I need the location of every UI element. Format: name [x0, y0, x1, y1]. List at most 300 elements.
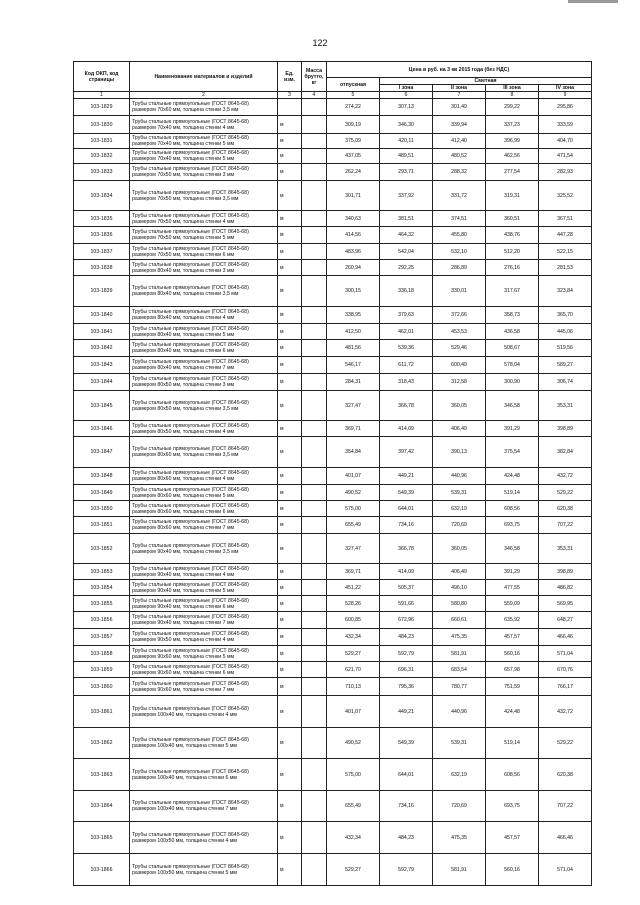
row-name-line-1: Трубы стальные прямоугольные (ГОСТ 8645-68)	[132, 285, 249, 291]
row-zone-1-price: 464,32	[380, 227, 433, 244]
row-release-price: 412,50	[327, 324, 380, 340]
row-name-line-1: Трубы стальные прямоугольные (ГОСТ 8645-68)	[132, 399, 249, 406]
row-zone-3-price: 477,55	[486, 580, 539, 596]
table-row	[74, 612, 592, 629]
row-zone-4-price: 398,89	[539, 421, 592, 437]
row-name	[130, 340, 278, 357]
row-code: 103-1856	[74, 612, 130, 629]
row-zone-2-price: 412,40	[433, 134, 486, 149]
table-row	[74, 646, 592, 662]
row-zone-3-price: 608,56	[486, 501, 539, 517]
row-unit: м	[278, 307, 302, 324]
row-name-line-2: размером 80х60 мм, толщина стенки 7 мм	[132, 525, 235, 531]
row-name-line-2: размером 70х40 мм, толщина стенки 5 мм	[132, 156, 235, 162]
table-row	[74, 421, 592, 437]
row-zone-3-price: 635,92	[486, 612, 539, 629]
row-mass	[302, 696, 327, 728]
row-zone-1-price: 420,11	[380, 134, 433, 149]
row-name-line-1: Трубы стальные прямоугольные (ГОСТ 8645-68)	[132, 376, 249, 382]
row-zone-2-price: 496,10	[433, 580, 486, 596]
column-number: 7	[433, 92, 486, 99]
row-zone-3-price: 346,58	[486, 391, 539, 421]
table-row	[74, 580, 592, 596]
row-unit: м	[278, 791, 302, 822]
row-code: 103-1858	[74, 646, 130, 662]
row-name-line-1: Трубы стальные прямоугольные (ГОСТ 8645-68)	[132, 470, 249, 476]
row-unit: м	[278, 391, 302, 421]
row-name-line-2: размером 70х50 мм, толщина стенки 5 мм	[132, 235, 235, 241]
row-name	[130, 149, 278, 164]
row-zone-3-price: 462,56	[486, 149, 539, 164]
column-number: 3	[278, 92, 302, 99]
row-code: 103-1833	[74, 164, 130, 181]
row-zone-4-price: 707,22	[539, 517, 592, 534]
row-unit: м	[278, 822, 302, 854]
row-code: 103-1831	[74, 134, 130, 149]
row-zone-1-price: 462,01	[380, 324, 433, 340]
row-name-line-2: размером 100х40 мм, толщина стенки 4 мм	[132, 711, 237, 718]
row-zone-2-price: 331,72	[433, 181, 486, 211]
row-zone-4-price: 466,46	[539, 822, 592, 854]
row-mass	[302, 164, 327, 181]
row-name-line-1: Трубы стальные прямоугольные (ГОСТ 8645-68)	[132, 309, 249, 315]
row-zone-3-price: 560,16	[486, 646, 539, 662]
row-code: 103-1862	[74, 728, 130, 759]
row-zone-2-price: 581,91	[433, 646, 486, 662]
row-code: 103-1848	[74, 468, 130, 485]
row-mass	[302, 324, 327, 340]
row-name	[130, 517, 278, 534]
row-zone-3-price: 438,76	[486, 227, 539, 244]
row-mass	[302, 374, 327, 391]
table-row	[74, 391, 592, 421]
row-mass	[302, 276, 327, 307]
row-zone-3-price: 319,31	[486, 181, 539, 211]
table-row	[74, 759, 592, 791]
row-name-line-1: Трубы стальные прямоугольные (ГОСТ 8645-68)	[132, 229, 249, 235]
row-zone-4-price: 432,72	[539, 468, 592, 485]
row-release-price: 401,07	[327, 468, 380, 485]
table-row	[74, 517, 592, 534]
row-name	[130, 260, 278, 276]
header-estimate: Сметная	[380, 78, 592, 85]
row-zone-3-price: 693,75	[486, 791, 539, 822]
row-code: 103-1859	[74, 662, 130, 678]
row-code: 103-1837	[74, 244, 130, 260]
column-number: 9	[539, 92, 592, 99]
row-name-line-2: размером 70х50 мм, толщина стенки 3,5 мм	[132, 195, 239, 202]
row-mass	[302, 629, 327, 646]
row-name-line-2: размером 90х40 мм, толщина стенки 4 мм	[132, 571, 235, 578]
row-mass	[302, 580, 327, 596]
header-zone-4: IV зона	[539, 85, 592, 92]
row-name-line-2: размером 70х50 мм, толщина стенки 6 мм	[132, 251, 235, 258]
row-zone-4-price: 707,22	[539, 791, 592, 822]
row-unit: м	[278, 534, 302, 564]
row-name-line-2: размером 90х40 мм, толщина стенки 3,5 мм	[132, 548, 239, 555]
row-mass	[302, 99, 327, 116]
row-code: 103-1843	[74, 357, 130, 374]
row-release-price: 301,71	[327, 181, 380, 211]
table-row	[74, 822, 592, 854]
row-name-line-2: размером 70х60 мм, толщина стенки 3,5 мм	[132, 107, 239, 113]
row-zone-4-price: 353,31	[539, 391, 592, 421]
table-row	[74, 149, 592, 164]
row-name-line-1: Трубы стальные прямоугольные (ГОСТ 8645-68)	[132, 446, 249, 452]
row-zone-1-price: 366,78	[380, 391, 433, 421]
row-mass	[302, 596, 327, 612]
row-zone-3-price: 391,29	[486, 564, 539, 580]
row-zone-2-price: 360,05	[433, 534, 486, 564]
row-zone-1-price: 414,09	[380, 564, 433, 580]
row-release-price: 655,49	[327, 791, 380, 822]
row-name-line-1: Трубы стальные прямоугольные (ГОСТ 8645-68)	[132, 768, 249, 775]
row-name-line-1: Трубы стальные прямоугольные (ГОСТ 8645-68)	[132, 212, 249, 219]
row-release-price: 710,13	[327, 678, 380, 696]
row-zone-4-price: 432,72	[539, 696, 592, 728]
row-code: 103-1846	[74, 421, 130, 437]
row-zone-4-price: 766,17	[539, 678, 592, 696]
row-zone-3-price: 299,22	[486, 99, 539, 116]
row-zone-3-price: 657,98	[486, 662, 539, 678]
table-row	[74, 324, 592, 340]
row-code: 103-1836	[74, 227, 130, 244]
row-name	[130, 728, 278, 759]
row-zone-4-price: 325,52	[539, 181, 592, 211]
row-zone-1-price: 734,16	[380, 791, 433, 822]
row-zone-2-price: 632,19	[433, 759, 486, 791]
row-zone-1-price: 795,36	[380, 678, 433, 696]
row-name	[130, 244, 278, 260]
row-mass	[302, 134, 327, 149]
row-zone-3-price: 317,67	[486, 276, 539, 307]
row-zone-2-price: 720,69	[433, 517, 486, 534]
row-zone-1-price: 591,66	[380, 596, 433, 612]
row-unit: м	[278, 244, 302, 260]
table-row	[74, 854, 592, 886]
row-name-line-1: Трубы стальные прямоугольные (ГОСТ 8645-68)	[132, 325, 249, 332]
row-name	[130, 421, 278, 437]
row-zone-3-price: 277,54	[486, 164, 539, 181]
row-zone-2-price: 475,35	[433, 822, 486, 854]
row-zone-2-price: 406,49	[433, 421, 486, 437]
row-zone-3-price: 512,20	[486, 244, 539, 260]
table-row	[74, 696, 592, 728]
row-name-line-2: размером 100х40 мм, толщина стенки 7 мм	[132, 806, 237, 812]
row-zone-4-price: 571,04	[539, 646, 592, 662]
row-zone-3-price: 360,51	[486, 211, 539, 227]
row-zone-2-price: 532,10	[433, 244, 486, 260]
row-unit: м	[278, 164, 302, 181]
row-unit: м	[278, 759, 302, 791]
column-number: 5	[327, 92, 380, 99]
row-zone-4-price: 447,28	[539, 227, 592, 244]
row-zone-1-price: 592,79	[380, 854, 433, 886]
row-release-price: 655,49	[327, 517, 380, 534]
row-name-line-2: размером 80х60 мм, толщина стенки 4 мм	[132, 476, 235, 482]
row-code: 103-1832	[74, 149, 130, 164]
row-unit: м	[278, 678, 302, 696]
row-name-line-2: размером 80х60 мм, толщина стенки 6 мм	[132, 508, 235, 515]
table-body	[74, 99, 592, 886]
row-zone-4-price: 620,38	[539, 501, 592, 517]
row-zone-3-price: 346,58	[486, 534, 539, 564]
row-zone-3-price: 358,73	[486, 307, 539, 324]
row-name-line-2: размером 80х60 мм, толщина стенки 3,5 мм	[132, 452, 239, 458]
row-mass	[302, 822, 327, 854]
row-zone-4-price: 486,82	[539, 580, 592, 596]
row-release-price: 327,47	[327, 391, 380, 421]
row-name-line-1: Трубы стальные прямоугольные (ГОСТ 8645-68)	[132, 705, 249, 712]
row-zone-3-price: 508,67	[486, 340, 539, 357]
row-unit: м	[278, 421, 302, 437]
row-zone-1-price: 366,78	[380, 534, 433, 564]
row-zone-4-price: 306,74	[539, 374, 592, 391]
row-code: 103-1853	[74, 564, 130, 580]
row-name-line-2: размером 80х50 мм, толщина стенки 4 мм	[132, 428, 235, 435]
row-release-price: 481,56	[327, 340, 380, 357]
row-name	[130, 678, 278, 696]
table-row	[74, 99, 592, 116]
row-name	[130, 485, 278, 501]
row-code: 103-1866	[74, 854, 130, 886]
row-code: 103-1847	[74, 437, 130, 468]
row-name-line-2: размером 80х40 мм, толщина стенки 5 мм	[132, 331, 235, 338]
row-code: 103-1830	[74, 116, 130, 134]
row-name	[130, 276, 278, 307]
row-release-price: 369,71	[327, 421, 380, 437]
row-name	[130, 437, 278, 468]
row-name-line-2: размером 80х40 мм, толщина стенки 7 мм	[132, 365, 235, 371]
row-zone-1-price: 549,39	[380, 728, 433, 759]
row-release-price: 621,70	[327, 662, 380, 678]
row-zone-4-price: 382,84	[539, 437, 592, 468]
row-name-line-1: Трубы стальные прямоугольные (ГОСТ 8645-68)	[132, 519, 249, 525]
price-table	[73, 61, 592, 886]
row-zone-1-price: 397,42	[380, 437, 433, 468]
row-zone-2-price: 286,89	[433, 260, 486, 276]
row-name-line-2: размером 100х40 мм, толщина стенки 5 мм	[132, 743, 237, 749]
row-unit: м	[278, 728, 302, 759]
row-name-line-1: Трубы стальные прямоугольные (ГОСТ 8645-68)	[132, 166, 249, 172]
row-mass	[302, 181, 327, 211]
row-name-line-1: Трубы стальные прямоугольные (ГОСТ 8645-68)	[132, 150, 249, 156]
row-name	[130, 596, 278, 612]
row-zone-1-price: 381,51	[380, 211, 433, 227]
row-unit: м	[278, 149, 302, 164]
row-unit: м	[278, 854, 302, 886]
table-row	[74, 276, 592, 307]
row-name	[130, 822, 278, 854]
row-name-line-2: размером 70х40 мм, толщина стенки 4 мм	[132, 124, 235, 131]
header-release-price: отпускная	[327, 78, 380, 92]
row-name-line-1: Трубы стальные прямоугольные (ГОСТ 8645-68)	[132, 663, 249, 670]
table-row	[74, 227, 592, 244]
row-zone-4-price: 353,31	[539, 534, 592, 564]
row-name-line-2: размером 80х40 мм, толщина стенки 3 мм	[132, 267, 235, 274]
row-zone-1-price: 592,79	[380, 646, 433, 662]
table-row	[74, 662, 592, 678]
row-zone-2-price: 440,96	[433, 468, 486, 485]
row-name-line-2: размером 80х40 мм, толщина стенки 3,5 мм	[132, 291, 239, 297]
row-unit: м	[278, 646, 302, 662]
row-zone-2-price: 440,96	[433, 696, 486, 728]
row-name-line-1: Трубы стальные прямоугольные (ГОСТ 8645-68)	[132, 631, 249, 637]
row-zone-4-price: 529,22	[539, 728, 592, 759]
column-number: 6	[380, 92, 433, 99]
row-name	[130, 391, 278, 421]
row-zone-2-price: 529,46	[433, 340, 486, 357]
row-release-price: 414,56	[327, 227, 380, 244]
row-zone-2-price: 632,19	[433, 501, 486, 517]
row-release-price: 300,15	[327, 276, 380, 307]
row-code: 103-1845	[74, 391, 130, 421]
table-row	[74, 181, 592, 211]
row-unit: м	[278, 181, 302, 211]
row-name-line-1: Трубы стальные прямоугольные (ГОСТ 8645-68)	[132, 647, 249, 654]
row-mass	[302, 534, 327, 564]
row-zone-3-price: 391,29	[486, 421, 539, 437]
row-name-line-2: размером 100х50 мм, толщина стенки 4 мм	[132, 837, 237, 844]
row-mass	[302, 759, 327, 791]
row-unit: м	[278, 227, 302, 244]
row-code: 103-1855	[74, 596, 130, 612]
page-number: 122	[312, 38, 328, 48]
row-name-line-1: Трубы стальные прямоугольные (ГОСТ 8645-68)	[132, 359, 249, 365]
row-zone-1-price: 414,09	[380, 421, 433, 437]
row-name-line-2: размером 70х40 мм, толщина стенки 5 мм	[132, 141, 235, 147]
row-unit: м	[278, 596, 302, 612]
row-name	[130, 564, 278, 580]
row-name-line-2: размером 80х50 мм, толщина стенки 3 мм	[132, 382, 235, 388]
row-zone-1-price: 611,72	[380, 357, 433, 374]
row-zone-4-price: 471,54	[539, 149, 592, 164]
row-release-price: 546,17	[327, 357, 380, 374]
table-row	[74, 437, 592, 468]
row-zone-2-price: 475,35	[433, 629, 486, 646]
row-release-price: 528,26	[327, 596, 380, 612]
row-zone-2-price: 330,01	[433, 276, 486, 307]
row-mass	[302, 437, 327, 468]
row-name	[130, 534, 278, 564]
row-zone-1-price: 539,36	[380, 340, 433, 357]
row-unit: м	[278, 324, 302, 340]
row-zone-3-price: 560,16	[486, 854, 539, 886]
column-number: 1	[74, 92, 130, 99]
row-zone-2-price: 580,80	[433, 596, 486, 612]
table-row	[74, 485, 592, 501]
row-mass	[302, 517, 327, 534]
row-unit: м	[278, 629, 302, 646]
header-zone-1: I зона	[380, 85, 433, 92]
row-release-price: 451,22	[327, 580, 380, 596]
row-mass	[302, 662, 327, 678]
header-zone-3: III зона	[486, 85, 539, 92]
row-name	[130, 374, 278, 391]
row-code: 103-1840	[74, 307, 130, 324]
row-name-line-1: Трубы стальные прямоугольные (ГОСТ 8645-68)	[132, 118, 249, 125]
row-zone-4-price: 670,76	[539, 662, 592, 678]
row-zone-1-price: 292,25	[380, 260, 433, 276]
row-release-price: 274,22	[327, 99, 380, 116]
row-zone-2-price: 288,32	[433, 164, 486, 181]
row-release-price: 529,27	[327, 854, 380, 886]
row-release-price: 262,24	[327, 164, 380, 181]
row-unit: м	[278, 468, 302, 485]
row-name-line-1: Трубы стальные прямоугольные (ГОСТ 8645-68)	[132, 135, 249, 141]
row-zone-2-price: 720,69	[433, 791, 486, 822]
row-name-line-1: Трубы стальные прямоугольные (ГОСТ 8645-68)	[132, 422, 249, 429]
row-zone-4-price: 365,70	[539, 307, 592, 324]
row-code: 103-1842	[74, 340, 130, 357]
row-zone-2-price: 780,77	[433, 678, 486, 696]
row-name-line-1: Трубы стальные прямоугольные (ГОСТ 8645-68)	[132, 581, 249, 588]
row-zone-1-price: 449,21	[380, 468, 433, 485]
row-zone-3-price: 424,48	[486, 468, 539, 485]
row-release-price: 375,09	[327, 134, 380, 149]
header-name: Наименование материалов и изделий	[130, 62, 278, 92]
table-row	[74, 468, 592, 485]
row-mass	[302, 501, 327, 517]
column-number: 8	[486, 92, 539, 99]
row-name	[130, 501, 278, 517]
row-zone-4-price: 281,53	[539, 260, 592, 276]
row-zone-3-price: 396,99	[486, 134, 539, 149]
row-name	[130, 164, 278, 181]
row-zone-2-price: 660,61	[433, 612, 486, 629]
row-zone-2-price: 312,58	[433, 374, 486, 391]
row-zone-1-price: 336,18	[380, 276, 433, 307]
row-name-line-2: размером 90х60 мм, толщина стенки 5 мм	[132, 653, 235, 660]
row-zone-3-price: 457,57	[486, 629, 539, 646]
row-zone-2-price: 301,49	[433, 99, 486, 116]
row-unit: м	[278, 612, 302, 629]
row-zone-3-price: 519,14	[486, 485, 539, 501]
row-zone-1-price: 644,01	[380, 759, 433, 791]
row-release-price: 338,95	[327, 307, 380, 324]
row-zone-1-price: 379,63	[380, 307, 433, 324]
row-release-price: 432,34	[327, 629, 380, 646]
row-unit: м	[278, 501, 302, 517]
row-zone-4-price: 323,84	[539, 276, 592, 307]
row-name-line-1: Трубы стальные прямоугольные (ГОСТ 8645-68)	[132, 101, 249, 107]
row-zone-1-price: 549,39	[380, 485, 433, 501]
row-release-price: 340,63	[327, 211, 380, 227]
row-name	[130, 854, 278, 886]
row-zone-2-price: 374,51	[433, 211, 486, 227]
row-name-line-1: Трубы стальные прямоугольные (ГОСТ 8645-68)	[132, 614, 249, 620]
row-zone-4-price: 569,95	[539, 596, 592, 612]
row-name-line-1: Трубы стальные прямоугольные (ГОСТ 8645-68)	[132, 597, 249, 604]
row-zone-2-price: 339,94	[433, 116, 486, 134]
row-zone-4-price: 620,38	[539, 759, 592, 791]
row-code: 103-1851	[74, 517, 130, 534]
row-code: 103-1849	[74, 485, 130, 501]
row-zone-3-price: 436,58	[486, 324, 539, 340]
row-code: 103-1864	[74, 791, 130, 822]
row-unit: м	[278, 696, 302, 728]
row-mass	[302, 564, 327, 580]
row-code: 103-1861	[74, 696, 130, 728]
row-name-line-1: Трубы стальные прямоугольные (ГОСТ 8645-68)	[132, 680, 249, 687]
row-zone-4-price: 519,56	[539, 340, 592, 357]
row-name-line-2: размером 90х60 мм, толщина стенки 6 мм	[132, 669, 235, 676]
row-name	[130, 116, 278, 134]
row-unit: м	[278, 116, 302, 134]
row-mass	[302, 244, 327, 260]
column-number: 2	[130, 92, 278, 99]
table-row	[74, 678, 592, 696]
